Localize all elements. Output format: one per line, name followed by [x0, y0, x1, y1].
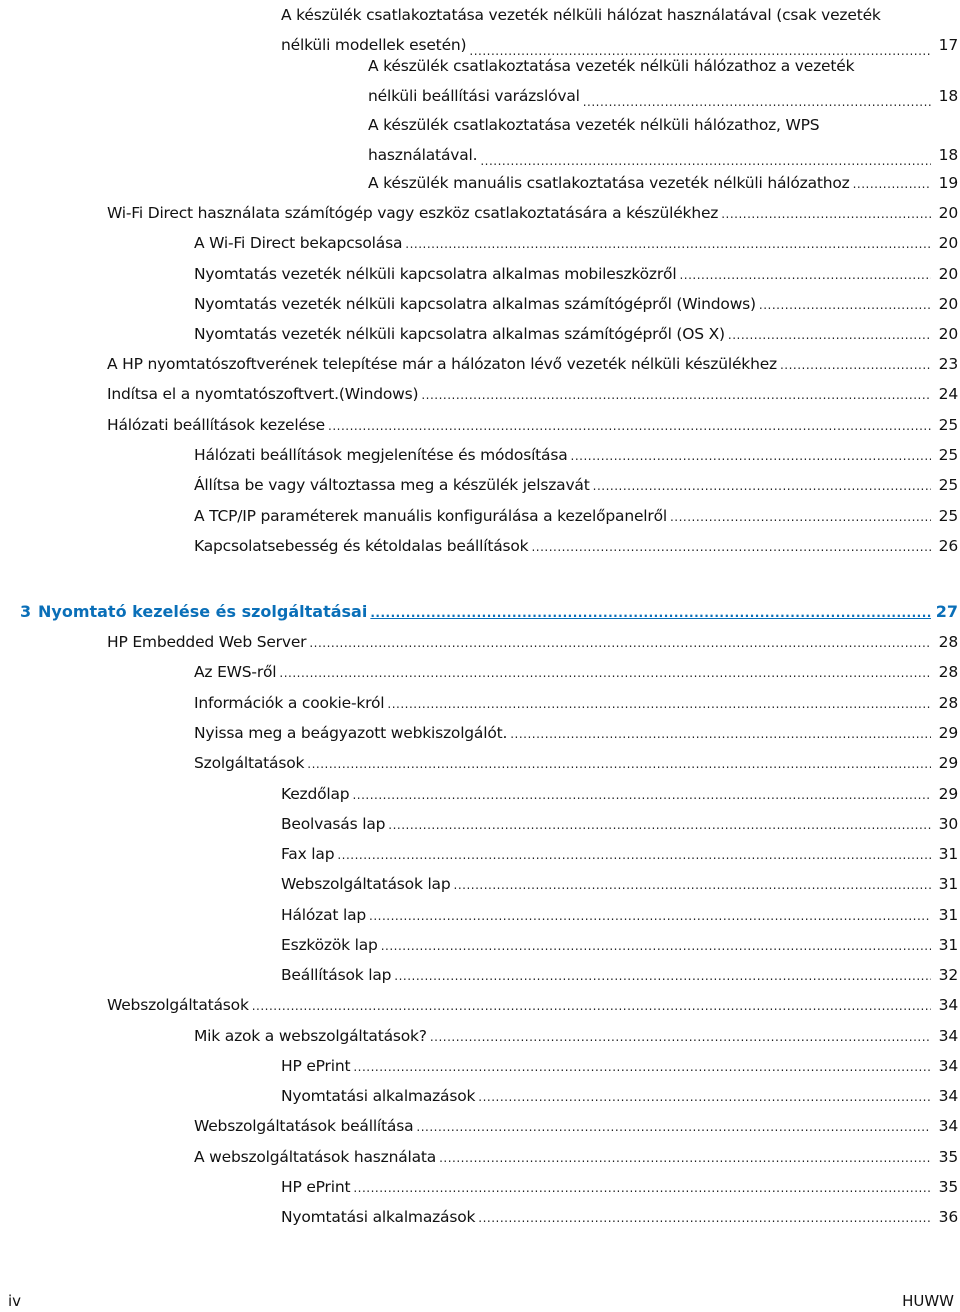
- leader-dots: [353, 1058, 931, 1076]
- toc-page-number: 18: [938, 87, 958, 105]
- toc-entry-title: Webszolgáltatások: [107, 996, 249, 1014]
- leader-dots: [430, 1028, 931, 1046]
- toc-entry-title-cont: használatával.: [368, 146, 478, 164]
- toc-entry[interactable]: [194, 683, 960, 713]
- toc-entry-title: A webszolgáltatások használata: [194, 1148, 437, 1166]
- toc-entry-title: Nyomtatási alkalmazások: [281, 1208, 476, 1226]
- toc-entry-title: Hálózat lap: [281, 906, 367, 924]
- toc-entry-title: Beolvasás lap: [281, 815, 386, 833]
- toc-entry-title: Nyomtatás vezeték nélküli kapcsolatra alkalmas mobileszközről: [194, 265, 677, 283]
- footer-page-number: iv: [8, 1292, 22, 1310]
- toc-page-number: 25: [938, 507, 958, 525]
- leader-dots: [369, 907, 931, 925]
- toc-entry-title: A készülék csatlakoztatása vezeték nélküli hálózathoz, WPS: [368, 116, 820, 134]
- toc-entry[interactable]: [194, 743, 960, 773]
- toc-page-number: 31: [938, 906, 958, 924]
- leader-dots: [387, 695, 931, 713]
- leader-dots: [571, 447, 931, 465]
- toc-page-number: 20: [938, 265, 958, 283]
- toc-entry[interactable]: [107, 193, 960, 223]
- leader-dots: [439, 1149, 931, 1167]
- toc-entry[interactable]: [194, 713, 960, 743]
- toc-entry-title: A készülék csatlakoztatása vezeték nélküli hálózathoz a vezeték: [368, 57, 855, 75]
- toc-page-number: 29: [938, 724, 958, 742]
- toc-page-number: 25: [938, 416, 958, 434]
- toc-entry-title: Wi-Fi Direct használata számítógép vagy eszköz csatlakoztatására a készülékhez: [107, 204, 719, 222]
- toc-entry[interactable]: [194, 1106, 960, 1136]
- toc-entry[interactable]: [107, 985, 960, 1015]
- toc-page-number: 25: [938, 476, 958, 494]
- toc-page-number: 28: [938, 663, 958, 681]
- toc-entry-title: Nyomtatás vezeték nélküli kapcsolatra alkalmas számítógépről (OS X): [194, 325, 725, 343]
- toc-entry[interactable]: [107, 344, 960, 374]
- toc-entry-title: A készülék csatlakoztatása vezeték nélküli hálózat használatával (csak vezeték: [281, 6, 881, 24]
- leader-dots: [583, 93, 931, 111]
- toc-entry[interactable]: [107, 622, 960, 652]
- toc-entry-title-cont: nélküli beállítási varázslóval: [368, 87, 580, 105]
- toc-entry[interactable]: [281, 1197, 960, 1227]
- toc-entry[interactable]: [281, 1167, 960, 1197]
- toc-entry[interactable]: [281, 774, 960, 804]
- leader-dots: [679, 266, 931, 284]
- chapter-page-number: 27: [935, 602, 958, 621]
- toc-entry-title: Beállítások lap: [281, 966, 392, 984]
- toc-entry[interactable]: [281, 1076, 960, 1106]
- leader-dots: [307, 755, 931, 773]
- toc-entry[interactable]: [281, 955, 960, 985]
- toc-entry[interactable]: [107, 374, 960, 404]
- leader-dots: [421, 386, 931, 404]
- leader-dots: [353, 1179, 931, 1197]
- toc-entry-title: HP ePrint: [281, 1178, 351, 1196]
- toc-entry[interactable]: [194, 435, 960, 465]
- toc-entry-title: Nyissa meg a beágyazott webkiszolgálót.: [194, 724, 508, 742]
- leader-dots: [780, 356, 931, 374]
- toc-entry[interactable]: [281, 1046, 960, 1076]
- toc-page-number: 19: [938, 174, 958, 192]
- toc-page-number: 34: [938, 1087, 958, 1105]
- toc-page-number: 20: [938, 325, 958, 343]
- toc-entry-title: Mik azok a webszolgáltatások?: [194, 1027, 427, 1045]
- leader-dots: [478, 1088, 931, 1106]
- toc-page-number: 31: [938, 845, 958, 863]
- toc-entry-title: Nyomtatás vezeték nélküli kapcsolatra alkalmas számítógépről (Windows): [194, 295, 756, 313]
- toc-entry-title: Kezdőlap: [281, 785, 350, 803]
- toc-entry[interactable]: [194, 254, 960, 284]
- leader-dots: [416, 1118, 931, 1136]
- toc-page-number: 28: [938, 694, 958, 712]
- toc-page-number: 34: [938, 1117, 958, 1135]
- leader-dots: [328, 417, 931, 435]
- toc-entry-title: Webszolgáltatások beállítása: [194, 1117, 414, 1135]
- chapter-title: Nyomtató kezelése és szolgáltatásai: [38, 602, 368, 621]
- toc-entry[interactable]: [281, 925, 960, 955]
- chapter-heading[interactable]: [20, 592, 960, 622]
- toc-page-number: 24: [938, 385, 958, 403]
- leader-dots: [759, 296, 931, 314]
- toc-entry[interactable]: [194, 1016, 960, 1046]
- leader-dots: [728, 326, 931, 344]
- leader-dots: [370, 604, 931, 622]
- toc-entry-title: Az EWS-ről: [194, 663, 277, 681]
- toc-entry[interactable]: [194, 223, 960, 253]
- toc-page-number: 31: [938, 936, 958, 954]
- toc-entry[interactable]: [194, 284, 960, 314]
- toc-page-number: 32: [938, 966, 958, 984]
- toc-entry-title: Információk a cookie-król: [194, 694, 385, 712]
- toc-page-number: 30: [938, 815, 958, 833]
- chapter-number: 3: [20, 602, 32, 621]
- leader-dots: [252, 997, 931, 1015]
- leader-dots: [388, 816, 931, 834]
- leader-dots: [405, 235, 931, 253]
- toc-page-number: 35: [938, 1178, 958, 1196]
- leader-dots: [593, 477, 931, 495]
- leader-dots: [853, 175, 931, 193]
- toc-entry-title: Hálózati beállítások megjelenítése és módosítása: [194, 446, 568, 464]
- toc-page-number: 17: [938, 36, 958, 54]
- leader-dots: [454, 876, 932, 894]
- toc-entry-title: Szolgáltatások: [194, 754, 305, 772]
- toc-entry-title-cont: nélküli modellek esetén): [281, 36, 467, 54]
- toc-entry[interactable]: [281, 834, 960, 864]
- toc-entry-title: HP ePrint: [281, 1057, 351, 1075]
- leader-dots: [670, 508, 931, 526]
- toc-entry[interactable]: [194, 496, 960, 526]
- toc-entry[interactable]: [194, 465, 960, 495]
- leader-dots: [309, 634, 931, 652]
- toc-page-number: 31: [938, 875, 958, 893]
- toc-page-number: 34: [938, 1057, 958, 1075]
- toc-entry-title: Webszolgáltatások lap: [281, 875, 451, 893]
- toc-entry[interactable]: [107, 405, 960, 435]
- toc-entry-title: A Wi-Fi Direct bekapcsolása: [194, 234, 403, 252]
- toc-entry[interactable]: [281, 895, 960, 925]
- toc-entry-title: A HP nyomtatószoftverének telepítése már a hálózaton lévő vezeték nélküli készülékhez: [107, 355, 777, 373]
- toc-entry[interactable]: [281, 864, 960, 894]
- toc-page-number: 36: [938, 1208, 958, 1226]
- toc-entry-title: Nyomtatási alkalmazások: [281, 1087, 476, 1105]
- toc-page-number: 20: [938, 295, 958, 313]
- toc-page-number: 28: [938, 633, 958, 651]
- toc-entry[interactable]: [368, 163, 960, 193]
- toc-page-number: 26: [938, 537, 958, 555]
- toc-page-number: 29: [938, 754, 958, 772]
- toc-entry[interactable]: [368, 110, 960, 170]
- toc-entry[interactable]: [368, 51, 960, 111]
- toc-entry[interactable]: [281, 804, 960, 834]
- leader-dots: [394, 967, 931, 985]
- toc-entry[interactable]: [194, 314, 960, 344]
- leader-dots: [381, 937, 931, 955]
- toc-entry[interactable]: [194, 652, 960, 682]
- toc-page-number: 34: [938, 996, 958, 1014]
- toc-entry-title: Kapcsolatsebesség és kétoldalas beállítások: [194, 537, 529, 555]
- toc-page-number: 35: [938, 1148, 958, 1166]
- toc-entry-title: Állítsa be vagy változtassa meg a készülék jelszavát: [194, 476, 590, 494]
- leader-dots: [337, 846, 931, 864]
- leader-dots: [478, 1209, 931, 1227]
- leader-dots: [510, 725, 931, 743]
- leader-dots: [531, 538, 931, 556]
- leader-dots: [279, 664, 931, 682]
- toc-entry-title: Eszközök lap: [281, 936, 378, 954]
- toc-page-number: 18: [938, 146, 958, 164]
- leader-dots: [721, 205, 931, 223]
- toc-page-number: 34: [938, 1027, 958, 1045]
- toc-entry-title: HP Embedded Web Server: [107, 633, 307, 651]
- toc-page-number: 20: [938, 234, 958, 252]
- toc-page-number: 25: [938, 446, 958, 464]
- footer-locale-code: HUWW: [902, 1292, 954, 1310]
- toc-page-number: 23: [938, 355, 958, 373]
- toc-entry-title: Fax lap: [281, 845, 335, 863]
- toc-page-number: 29: [938, 785, 958, 803]
- leader-dots: [352, 786, 931, 804]
- toc-entry-title: Hálózati beállítások kezelése: [107, 416, 326, 434]
- toc-entry[interactable]: [194, 1137, 960, 1167]
- toc-entry[interactable]: [194, 526, 960, 556]
- toc-entry-title: A TCP/IP paraméterek manuális konfigurálása a kezelőpanelről: [194, 507, 667, 525]
- toc-page-number: 20: [938, 204, 958, 222]
- toc-entry-title: A készülék manuális csatlakoztatása vezeték nélküli hálózathoz: [368, 174, 850, 192]
- toc-entry-title: Indítsa el a nyomtatószoftvert.(Windows): [107, 385, 419, 403]
